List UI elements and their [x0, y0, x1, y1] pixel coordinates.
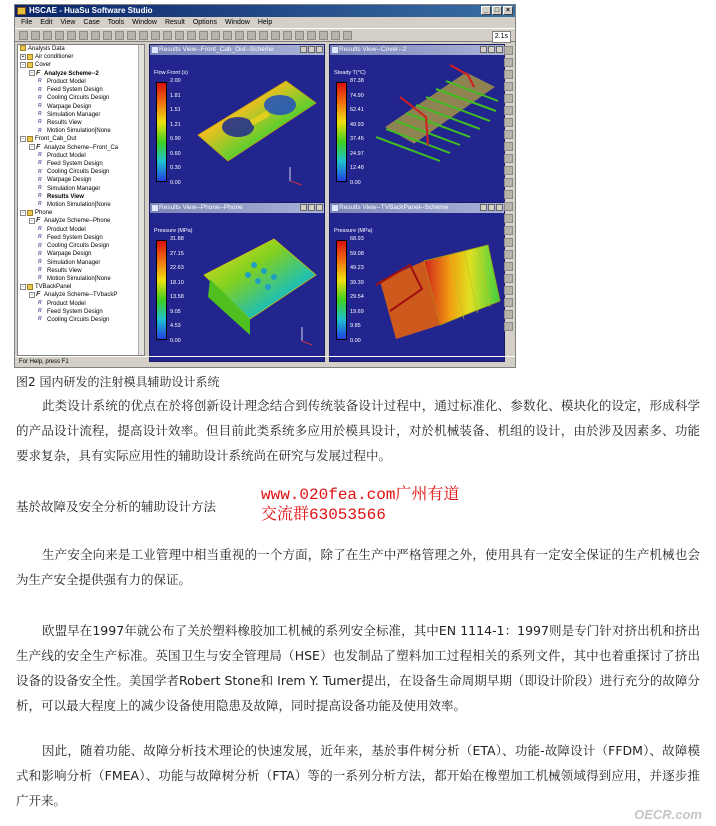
collapse-icon[interactable]: - — [20, 62, 26, 68]
side-toolbar-button[interactable] — [504, 178, 513, 187]
legend-value: 1.51 — [170, 107, 181, 114]
collapse-icon[interactable]: - — [20, 284, 26, 290]
right-toolbar — [502, 44, 514, 344]
legend-value: 9.85 — [350, 323, 361, 330]
legend-value: 62.41 — [350, 107, 364, 114]
toolbar-button[interactable] — [343, 31, 352, 40]
side-toolbar-button[interactable] — [504, 226, 513, 235]
menu-item[interactable]: Result — [164, 19, 185, 26]
view-max-icon[interactable] — [488, 46, 495, 53]
menu-item[interactable]: Options — [192, 19, 217, 26]
module-icon: R — [38, 300, 42, 307]
scheme-icon: F — [36, 291, 41, 299]
tree-node-label: Analyze Scheme--Front_Ca — [44, 144, 119, 151]
side-toolbar-button[interactable] — [504, 238, 513, 247]
tree-node[interactable] — [18, 78, 144, 86]
tree-node[interactable] — [18, 53, 144, 61]
side-toolbar-button[interactable] — [504, 142, 513, 151]
menu-item[interactable]: File — [21, 19, 33, 26]
legend-value: 29.54 — [350, 294, 364, 301]
view-max-icon[interactable] — [308, 204, 315, 211]
tree-node-label: Simulation Manager — [47, 259, 101, 266]
tree-node[interactable] — [18, 226, 144, 234]
tree-node[interactable] — [18, 300, 144, 308]
side-toolbar-button[interactable] — [504, 130, 513, 139]
tree-node[interactable] — [18, 111, 144, 119]
close-icon[interactable]: × — [503, 6, 513, 15]
collapse-icon[interactable]: - — [20, 136, 26, 142]
toolbar-button[interactable] — [91, 31, 100, 40]
tree-node-label: Feed System Design — [47, 234, 103, 241]
view-close-icon[interactable] — [316, 46, 323, 53]
toolbar-button[interactable] — [103, 31, 112, 40]
view-max-icon[interactable] — [488, 204, 495, 211]
section-heading: 基於故障及安全分析的辅助设计方法 — [16, 499, 217, 514]
tree-node[interactable] — [18, 267, 144, 275]
tree-node[interactable] — [18, 283, 144, 291]
tree-node-label: Simulation Manager — [47, 111, 101, 118]
legend-title: Pressure (MPa) — [154, 228, 193, 234]
tree-node-label: Product Model — [47, 300, 86, 307]
tree-node-label: Results View — [47, 119, 82, 126]
menu-bar — [15, 17, 515, 28]
paragraph-4: 因此，随着功能、故障分析技术理论的快速发展，近年来，基於事件树分析（ETA）、功能-故障设计（FFDM）、故障模式和影响分析（FMEA）、功能与故障树分析（FTA）等的一系列分析方法，都开始在橡塑加工机械领域得到应用，并逐步推广开来。 — [16, 743, 700, 808]
result-view-front-cab-out[interactable] — [149, 44, 325, 204]
paragraph-3: 欧盟早在1997年就公布了关於塑料橡胶加工机械的系列安全标准，其中EN 1114-1：1997则是专门针对挤出机和挤出生产线的安全生产标准。英国卫生与安全管理局（HSE）也发制品了塑料加工过程相关的系列文件，其中也着重探讨了挤出设备的设备安全性。美国学者Robert Stone和 Irem Y. Tumer提出，在设备生命周期早期（即设计阶段）进行充分的故障分析，可以最大程度上的减少设备使用隐患及故障，同时提高设备功能及使用效率。 — [16, 623, 700, 713]
tree-node-label: Cooling Circuits Design — [47, 317, 110, 324]
module-icon: R — [38, 152, 42, 159]
side-toolbar-button[interactable] — [504, 70, 513, 79]
side-toolbar-button[interactable] — [504, 166, 513, 175]
view-icon — [332, 205, 338, 211]
tree-node[interactable] — [18, 168, 144, 176]
folder-icon — [27, 54, 33, 60]
tree-node[interactable] — [18, 94, 144, 102]
tree-node[interactable] — [18, 234, 144, 242]
legend-values — [170, 78, 181, 186]
watermark-line-1: www.020fea.com广州有道 — [261, 486, 460, 504]
side-toolbar-button[interactable] — [504, 214, 513, 223]
tree-node-label: Warpage Design — [47, 103, 92, 110]
legend-value: 87.38 — [350, 78, 364, 84]
folder-icon — [27, 62, 33, 68]
tree-node[interactable] — [18, 144, 144, 152]
module-icon: R — [38, 127, 42, 134]
legend-value: 1.81 — [170, 92, 181, 99]
side-toolbar-button[interactable] — [504, 118, 513, 127]
tree-node-label: Results View — [47, 267, 82, 274]
tree-node-label: Cooling Circuits Design — [47, 169, 110, 176]
toolbar-button[interactable] — [187, 31, 196, 40]
tree-node[interactable] — [18, 193, 144, 201]
toolbar-button[interactable] — [67, 31, 76, 40]
color-legend-bar — [156, 82, 167, 182]
tree-node-label: Feed System Design — [47, 308, 103, 315]
tree-node-label: Product Model — [47, 152, 86, 159]
window-title: HSCAE - HuaSu Software Studio — [29, 6, 153, 15]
side-toolbar-button[interactable] — [504, 94, 513, 103]
toolbar-button[interactable] — [19, 31, 28, 40]
toolbar-button[interactable] — [175, 31, 184, 40]
view-icon — [332, 47, 338, 53]
window-controls — [481, 6, 513, 15]
menu-item[interactable]: Tools — [107, 19, 125, 26]
phone-model — [190, 215, 324, 361]
toolbar-button[interactable] — [331, 31, 340, 40]
side-toolbar-button[interactable] — [504, 190, 513, 199]
module-icon: R — [38, 102, 42, 109]
tree-node-label: Cover — [35, 62, 52, 69]
result-view-title: Results View--Phone--Phone — [159, 204, 243, 211]
result-view-title: Results View--TVBackPanel--Scheme — [339, 204, 449, 211]
menu-item[interactable]: Window — [224, 19, 250, 26]
module-icon: R — [38, 160, 42, 167]
status-bar: For Help, press F1 — [15, 356, 515, 367]
legend-values — [350, 236, 364, 344]
side-toolbar-button[interactable] — [504, 46, 513, 55]
legend-title: Pressure (MPa) — [334, 228, 373, 234]
tree-node-label: Simulation Manager — [47, 185, 101, 192]
module-icon: R — [38, 316, 42, 323]
legend-value: 0.00 — [170, 179, 181, 186]
module-icon: R — [38, 234, 42, 241]
module-icon: R — [38, 86, 42, 93]
tree-node[interactable] — [18, 291, 144, 299]
maximize-icon[interactable]: □ — [492, 6, 502, 15]
toolbar-button[interactable] — [247, 31, 256, 40]
side-toolbar-button[interactable] — [504, 82, 513, 91]
toolbar-button[interactable] — [115, 31, 124, 40]
tree-node-label: Analysis Data — [28, 46, 65, 52]
site-logo: OECR.com — [634, 807, 702, 822]
tree-node-label: Analyze Scheme--TVbackP — [44, 292, 118, 299]
module-icon: R — [38, 119, 42, 126]
view-min-icon[interactable] — [300, 46, 307, 53]
legend-value: 0.00 — [170, 337, 181, 344]
tree-node-label: Cooling Circuits Design — [47, 95, 110, 102]
toolbar-button[interactable] — [31, 31, 40, 40]
watermark — [261, 485, 459, 525]
module-icon: R — [38, 78, 42, 85]
watermark-line-2: 交流群63053566 — [261, 506, 386, 524]
tree-node[interactable] — [18, 61, 144, 69]
legend-value: 0.60 — [170, 150, 181, 157]
zoom-readout: 2.1s — [492, 31, 511, 43]
result-view-cover[interactable] — [329, 44, 505, 204]
software-screenshot — [14, 4, 516, 368]
toolbar-button[interactable] — [307, 31, 316, 40]
tree-node[interactable] — [18, 275, 144, 283]
tree-node[interactable] — [18, 152, 144, 160]
tree-node[interactable] — [18, 250, 144, 258]
view-max-icon[interactable] — [308, 46, 315, 53]
legend-value: 13.58 — [170, 294, 184, 301]
toolbar-button[interactable] — [43, 31, 52, 40]
result-view-title: Results View--Cover--2 — [339, 46, 407, 53]
side-toolbar-button[interactable] — [504, 58, 513, 67]
module-icon: R — [38, 193, 42, 200]
legend-value: 19.69 — [350, 308, 364, 315]
side-toolbar-button[interactable] — [504, 262, 513, 271]
tree-node[interactable] — [18, 135, 144, 143]
color-legend-bar — [336, 82, 347, 182]
view-icon — [152, 47, 158, 53]
tree-node[interactable] — [18, 316, 144, 324]
tree-node-label: Air conditioner — [35, 54, 74, 61]
legend-value: 0.00 — [350, 179, 361, 186]
minimize-icon[interactable]: _ — [481, 6, 491, 15]
tree-node[interactable] — [18, 201, 144, 209]
expand-icon[interactable]: + — [21, 53, 25, 60]
collapse-icon[interactable]: - — [29, 144, 35, 150]
tree-node[interactable] — [18, 259, 144, 267]
legend-value: 1.21 — [170, 121, 181, 128]
tree-node-label: Product Model — [47, 226, 86, 233]
tree-node-label: TVBackPanel — [35, 284, 72, 291]
tree-scrollbar[interactable] — [138, 45, 144, 355]
toolbar-button[interactable] — [151, 31, 160, 40]
legend-value: 0.30 — [170, 165, 181, 172]
tree-node[interactable] — [18, 217, 144, 225]
legend-value: 27.15 — [170, 250, 184, 257]
module-icon: R — [38, 94, 42, 101]
tree-node-label: Motion Simulation[None — [47, 275, 111, 282]
legend-value: 24.97 — [350, 150, 364, 157]
toolbar-button[interactable] — [235, 31, 244, 40]
tree-node-label: Cooling Circuits Design — [47, 243, 110, 250]
module-icon: R — [38, 267, 42, 274]
tree-node[interactable] — [18, 45, 144, 53]
front-cab-model — [190, 57, 324, 203]
tree-node[interactable] — [18, 103, 144, 111]
tree-node-label: Product Model — [47, 78, 86, 85]
legend-value: 49.23 — [350, 265, 364, 272]
figure-caption: 图2 国内研发的注射模具辅助设计系统 — [16, 375, 220, 389]
color-legend-bar — [156, 240, 167, 340]
paragraph-2: 生产安全向来是工业管理中相当重视的一个方面，除了在生产中严格管理之外，使用具有一定安全保证的生产机械也会为生产安全提供强有力的保证。 — [16, 547, 700, 587]
side-toolbar-button[interactable] — [504, 298, 513, 307]
color-legend-bar — [336, 240, 347, 340]
module-icon: R — [38, 201, 42, 208]
project-tree — [17, 44, 145, 356]
tree-node-label: Warpage Design — [47, 251, 92, 258]
paragraph-1: 此类设计系统的优点在於将创新设计理念结合到传统装备设计过程中，通过标准化、参数化、模块化的设定，形成科学的产品设计流程，提高设计效率。但目前此类系统多应用於模具设计，对於机械装备、机组的设计，由於涉及因素多、功能要求复杂，具有实际应用性的辅助设计系统尚在研究与发展过程中。 — [16, 398, 700, 463]
tree-node[interactable] — [18, 209, 144, 217]
view-close-icon[interactable] — [316, 204, 323, 211]
legend-title: Steady T(°C) — [334, 70, 366, 76]
side-toolbar-button[interactable] — [504, 106, 513, 115]
result-view-title: Results View--Front_Cab_Out--Scheme — [159, 46, 274, 53]
tree-node[interactable] — [18, 176, 144, 184]
menu-item[interactable]: Edit — [40, 19, 53, 26]
tree-node-label: Motion Simulation[None — [47, 128, 111, 135]
collapse-icon[interactable]: - — [29, 292, 35, 298]
collapse-icon[interactable]: - — [29, 218, 35, 224]
tree-node-label: Front_Cab_Out — [35, 136, 77, 143]
menu-item[interactable]: Case — [83, 19, 100, 26]
tree-node-label: Analyze Scheme--2 — [44, 70, 99, 77]
legend-value: 12.48 — [350, 165, 364, 172]
folder-icon — [27, 210, 33, 216]
module-icon: R — [38, 111, 42, 118]
module-icon: R — [38, 185, 42, 192]
legend-value: 2.00 — [170, 78, 181, 84]
folder-icon — [20, 45, 26, 51]
result-view-phone[interactable] — [149, 202, 325, 362]
toolbar-button[interactable] — [79, 31, 88, 40]
tree-node-label: Analyze Scheme--Phone — [44, 218, 111, 225]
window-titlebar — [15, 5, 515, 17]
side-toolbar-button[interactable] — [504, 274, 513, 283]
menu-item[interactable]: Window — [132, 19, 157, 26]
tree-node-label: Feed System Design — [47, 87, 103, 94]
folder-icon — [27, 284, 33, 290]
module-icon: R — [38, 308, 42, 315]
legend-value: 0.00 — [350, 337, 361, 344]
collapse-icon[interactable]: - — [20, 210, 26, 216]
legend-value: 22.63 — [170, 265, 184, 272]
app-icon — [17, 7, 26, 15]
view-min-icon[interactable] — [300, 204, 307, 211]
module-icon: R — [38, 226, 42, 233]
view-min-icon[interactable] — [480, 204, 487, 211]
tree-node[interactable] — [18, 119, 144, 127]
scheme-icon: F — [36, 69, 41, 77]
legend-value: 0.90 — [170, 136, 181, 143]
tree-node[interactable] — [18, 185, 144, 193]
folder-icon — [27, 136, 33, 142]
side-toolbar-button[interactable] — [504, 250, 513, 259]
tree-node[interactable] — [18, 127, 144, 135]
tree-node-label: Feed System Design — [47, 161, 103, 167]
tree-node-label: Warpage Design — [47, 177, 92, 184]
legend-value: 68.93 — [350, 236, 364, 242]
toolbar — [15, 28, 515, 42]
legend-value: 9.05 — [170, 308, 181, 315]
module-icon: R — [38, 275, 42, 282]
legend-value: 59.08 — [350, 250, 364, 257]
module-icon: R — [38, 258, 42, 265]
result-view-tvbackpanel[interactable] — [329, 202, 505, 362]
scheme-icon: F — [36, 217, 41, 225]
toolbar-button[interactable] — [163, 31, 172, 40]
toolbar-button[interactable] — [295, 31, 304, 40]
menu-item[interactable]: View — [60, 19, 76, 26]
toolbar-button[interactable] — [319, 31, 328, 40]
toolbar-button[interactable] — [199, 31, 208, 40]
legend-value: 49.93 — [350, 121, 364, 128]
side-toolbar-button[interactable] — [504, 322, 513, 331]
module-icon: R — [38, 176, 42, 183]
tree-node[interactable] — [18, 86, 144, 94]
legend-value: 18.10 — [170, 279, 184, 286]
tree-node-label: Results View — [47, 193, 84, 200]
scheme-icon: F — [36, 143, 41, 151]
toolbar-button[interactable] — [55, 31, 64, 40]
toolbar-button[interactable] — [127, 31, 136, 40]
tree-node-label: Motion Simulation[None — [47, 202, 111, 209]
tree-node-label: Phone — [35, 210, 53, 217]
toolbar-button[interactable] — [223, 31, 232, 40]
side-toolbar-button[interactable] — [504, 286, 513, 295]
module-icon: R — [38, 242, 42, 249]
module-icon: R — [38, 168, 42, 175]
legend-value: 37.45 — [350, 136, 364, 143]
tree-node[interactable] — [18, 160, 144, 168]
toolbar-button[interactable] — [259, 31, 268, 40]
collapse-icon[interactable]: - — [29, 70, 35, 76]
module-icon: R — [38, 250, 42, 257]
tv-back-panel-model — [370, 215, 504, 361]
toolbar-button[interactable] — [139, 31, 148, 40]
legend-values — [170, 236, 184, 344]
cover-cooling-model — [370, 57, 504, 203]
side-toolbar-button[interactable] — [504, 310, 513, 319]
legend-title: Flow Front (s) — [154, 70, 188, 76]
side-toolbar-button[interactable] — [504, 154, 513, 163]
side-toolbar-button[interactable] — [504, 202, 513, 211]
view-icon — [152, 205, 158, 211]
toolbar-button[interactable] — [271, 31, 280, 40]
legend-value: 31.88 — [170, 236, 184, 242]
legend-values — [350, 78, 364, 186]
tree-node[interactable] — [18, 242, 144, 250]
tree-node[interactable] — [18, 308, 144, 316]
legend-value: 74.90 — [350, 92, 364, 99]
menu-item[interactable]: Help — [257, 19, 273, 26]
view-min-icon[interactable] — [480, 46, 487, 53]
toolbar-button[interactable] — [211, 31, 220, 40]
legend-value: 39.39 — [350, 279, 364, 286]
legend-value: 4.53 — [170, 323, 181, 330]
toolbar-button[interactable] — [283, 31, 292, 40]
tree-node[interactable] — [18, 70, 144, 78]
